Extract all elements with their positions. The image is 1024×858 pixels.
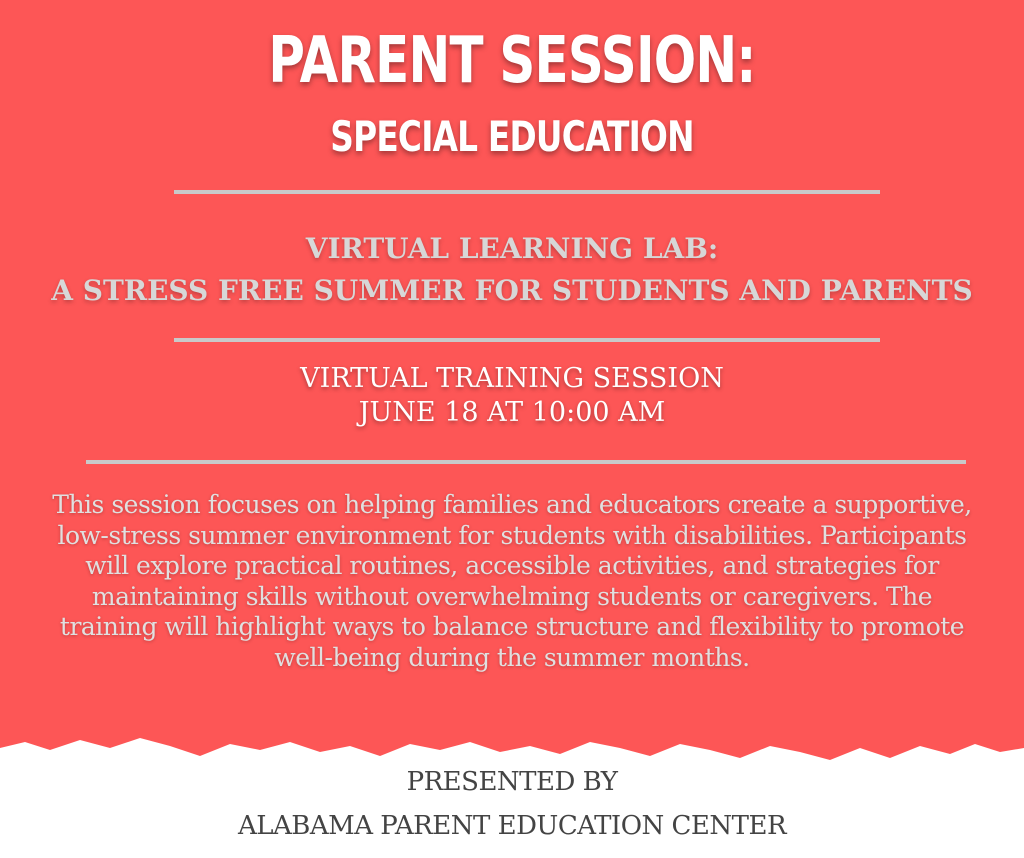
page-title: PARENT SESSION:: [268, 24, 756, 98]
divider-middle: [174, 338, 880, 342]
presented-by-label: PRESENTED BY: [406, 767, 618, 797]
divider-bottom: [86, 460, 966, 464]
lab-title: [0, 228, 1024, 312]
lab-title-line1: VIRTUAL LEARNING LAB:: [305, 232, 719, 265]
presenter-block: [0, 760, 1024, 848]
divider-top: [174, 190, 880, 194]
session-type: VIRTUAL TRAINING SESSION: [300, 363, 724, 394]
presenter-organization: ALABAMA PARENT EDUCATION CENTER: [237, 811, 787, 841]
session-info: [0, 362, 1024, 430]
lab-title-line2: A STRESS FREE SUMMER FOR STUDENTS AND PARENTS: [51, 274, 973, 307]
page-subtitle: SPECIAL EDUCATION: [330, 112, 694, 161]
session-description: This session focuses on helping families and educators create a supportive, low-stress summer environment for students with disabilities. Participants will explore practical routines, accessible activities, and strategies for maintaining skills without overwhelming students or caregivers. The training will highlight ways to balance structure and flexibility to promote well-being during the summer months.: [52, 490, 972, 672]
session-datetime: JUNE 18 AT 10:00 AM: [358, 397, 666, 428]
